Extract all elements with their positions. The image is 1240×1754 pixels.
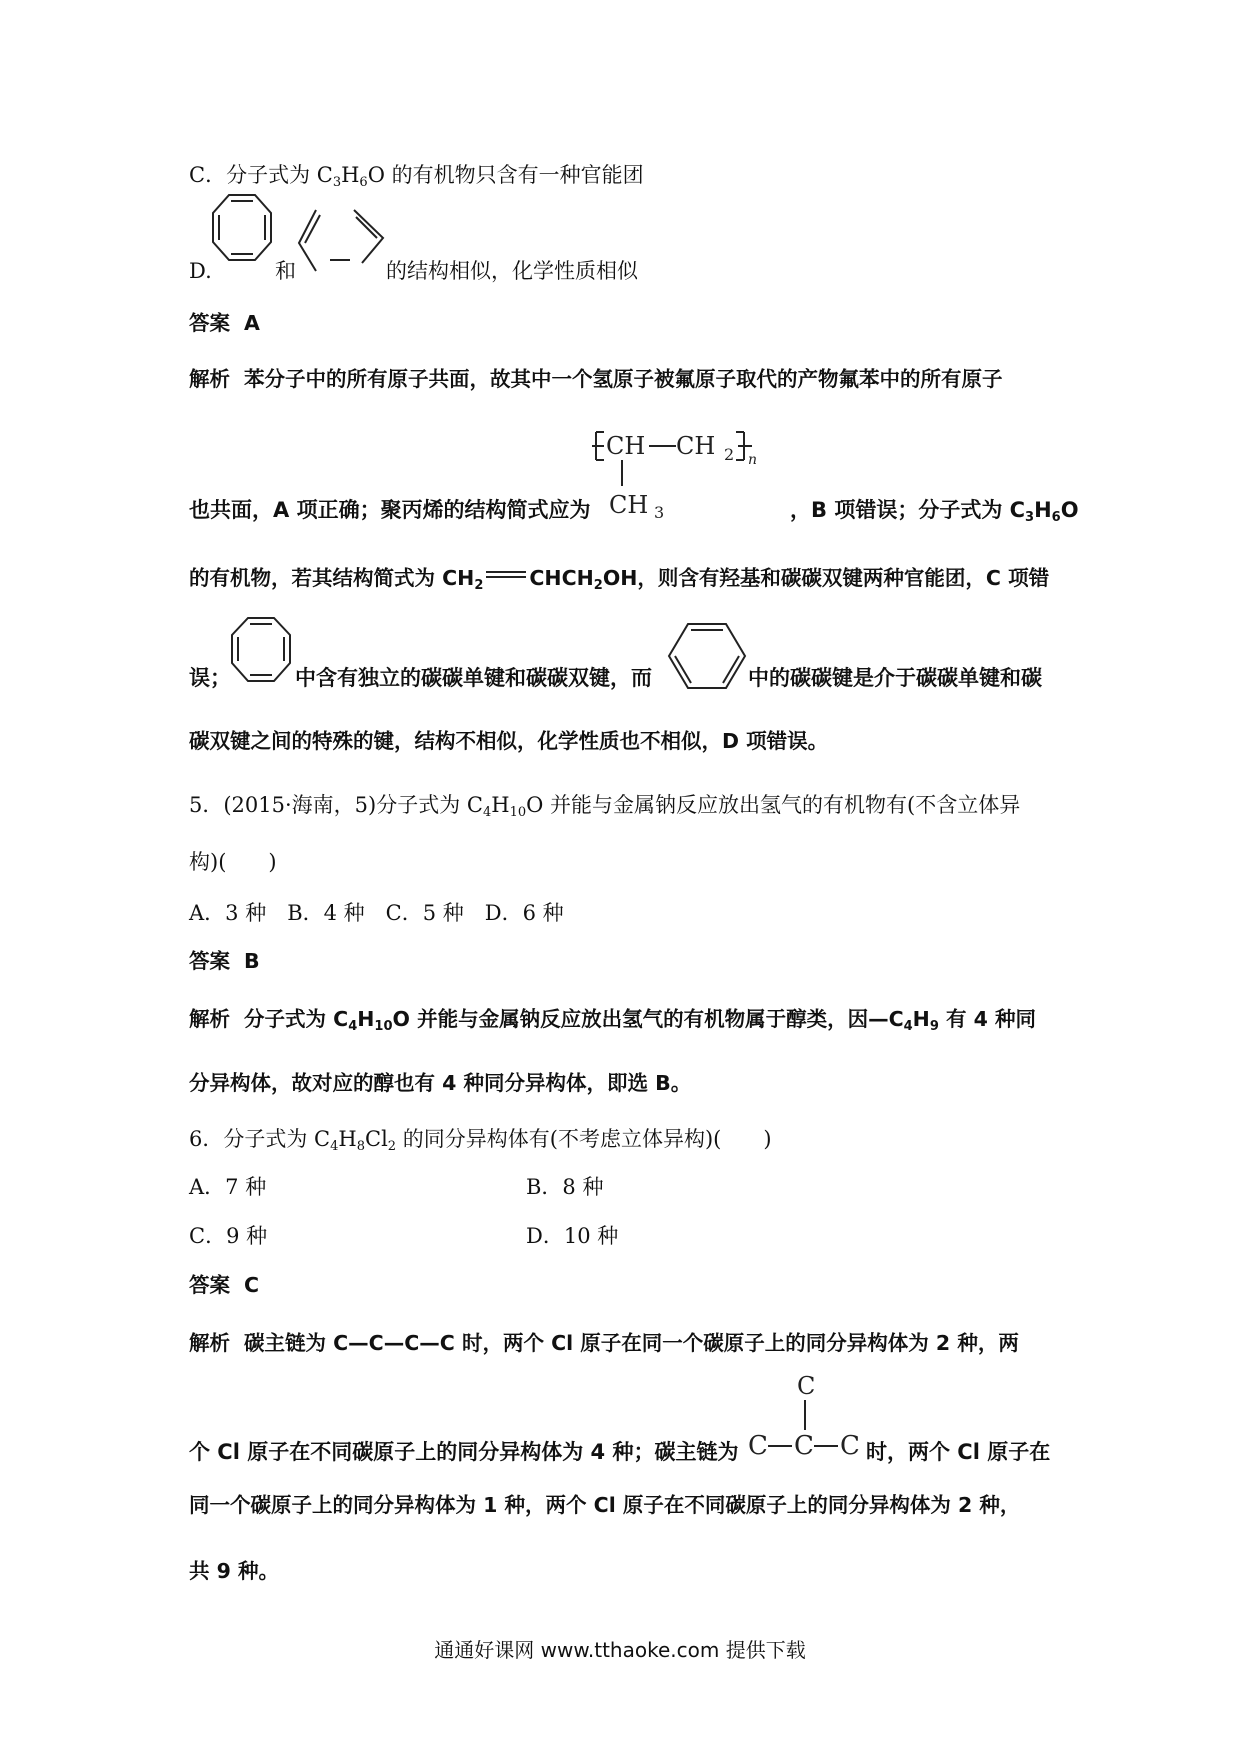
analysis-6-line-3: 同一个碳原子上的同分异构体为 1 种，两个 Cl 原子在不同碳原子上的同分异构体为 2 种，	[189, 1493, 1021, 1517]
branch-left-c: C	[748, 1431, 768, 1461]
page-footer: 通通好课网 www.tthaoke.com 提供下载	[434, 1638, 806, 1662]
option-d-label: D.	[189, 259, 212, 283]
question-5-options: A．3 种 B．4 种 C．5 种 D．6 种	[189, 901, 564, 925]
analysis-4-line-4b: 中含有独立的碳碳单键和碳碳双键，而	[295, 666, 652, 690]
question-6-option-d: D．10 种	[526, 1224, 619, 1248]
branch-right-c: C	[840, 1431, 860, 1461]
branch-top-c: C	[797, 1372, 816, 1400]
benzene-structure	[666, 620, 748, 692]
analysis-4-line-1: 解析 苯分子中的所有原子共面，故其中一个氢原子被氟原子取代的产物氟苯中的所有原子	[189, 367, 1003, 391]
open-chain-triene-structure	[296, 205, 386, 275]
polymer-ch2: CH	[676, 432, 716, 460]
option-d-and: 和	[275, 259, 296, 283]
question-6-option-a: A．7 种	[189, 1175, 267, 1199]
analysis-4-line-3: 的有机物，若其结构简式为 $CH_2$ $CHCH_2OH$，则含有羟基和碳碳双键两种官能团，C 项错	[189, 566, 1050, 593]
cyclooctatetraene-structure	[210, 192, 274, 274]
polymer-n: n	[748, 452, 758, 468]
option-c: C．分子式为 $C_3H_6O$ 的有机物只含有一种官能团	[189, 163, 644, 190]
polymer-sub-2: 2	[724, 445, 735, 464]
polymer-ch: CH	[606, 432, 646, 460]
analysis-5-line-2: 分异构体，故对应的醇也有 4 种同分异构体，即选 B。	[189, 1071, 692, 1095]
question-6-option-b: B．8 种	[526, 1175, 604, 1199]
analysis-6-line-2b: 时，两个 Cl 原子在	[866, 1440, 1051, 1464]
answer-6: 答案 C	[189, 1273, 260, 1297]
analysis-4-line-5: 碳双键之间的特殊的键，结构不相似，化学性质也不相似，D 项错误。	[189, 729, 829, 753]
option-d-text: 的结构相似，化学性质相似	[386, 259, 638, 283]
branched-carbon-chain	[748, 1372, 868, 1468]
analysis-4-line-2a: 也共面，A 项正确；聚丙烯的结构简式应为	[189, 498, 591, 522]
analysis-6-line-1: 解析 碳主链为 C—C—C—C 时，两个 Cl 原子在同一个碳原子上的同分异构体为 2 种，两	[189, 1331, 1019, 1355]
question-5-line-1: 5．(2015·海南，5)分子式为 $C_4H_{10}O$ 并能与金属钠反应放出氢气的有机物有(不含立体异	[189, 793, 1021, 820]
cyclooctatetraene-structure-2	[228, 615, 294, 695]
analysis-6-line-4: 共 9 种。	[189, 1559, 280, 1583]
analysis-4-line-2b: ，B 项错误；分子式为 $C_3H_6O$	[790, 498, 1079, 525]
question-5-line-2: 构)( )	[189, 850, 277, 874]
answer-4: 答案 A	[189, 311, 260, 335]
analysis-5-line-1: 解析 分子式为 $C_4H_{10}O$ 并能与金属钠反应放出氢气的有机物属于醇类，因$—C_4H_9$ 有 4 种同	[189, 1007, 1037, 1034]
analysis-6-line-2a: 个 Cl 原子在不同碳原子上的同分异构体为 4 种；碳主链为	[189, 1440, 739, 1464]
question-6-option-c: C．9 种	[189, 1224, 268, 1248]
polymer-ch3: CH	[609, 491, 649, 519]
question-6-line-1: 6．分子式为 $C_4H_8Cl_2$ 的同分异构体有(不考虑立体异构)( )	[189, 1127, 772, 1154]
polypropylene-structure	[592, 420, 792, 520]
answer-5: 答案 B	[189, 949, 260, 973]
analysis-4-line-4c: 中的碳碳键是介于碳碳单键和碳	[748, 666, 1042, 690]
branch-mid-c: C	[794, 1431, 814, 1461]
analysis-4-line-4a: 误；	[189, 666, 231, 690]
polymer-sub-3: 3	[654, 503, 665, 522]
